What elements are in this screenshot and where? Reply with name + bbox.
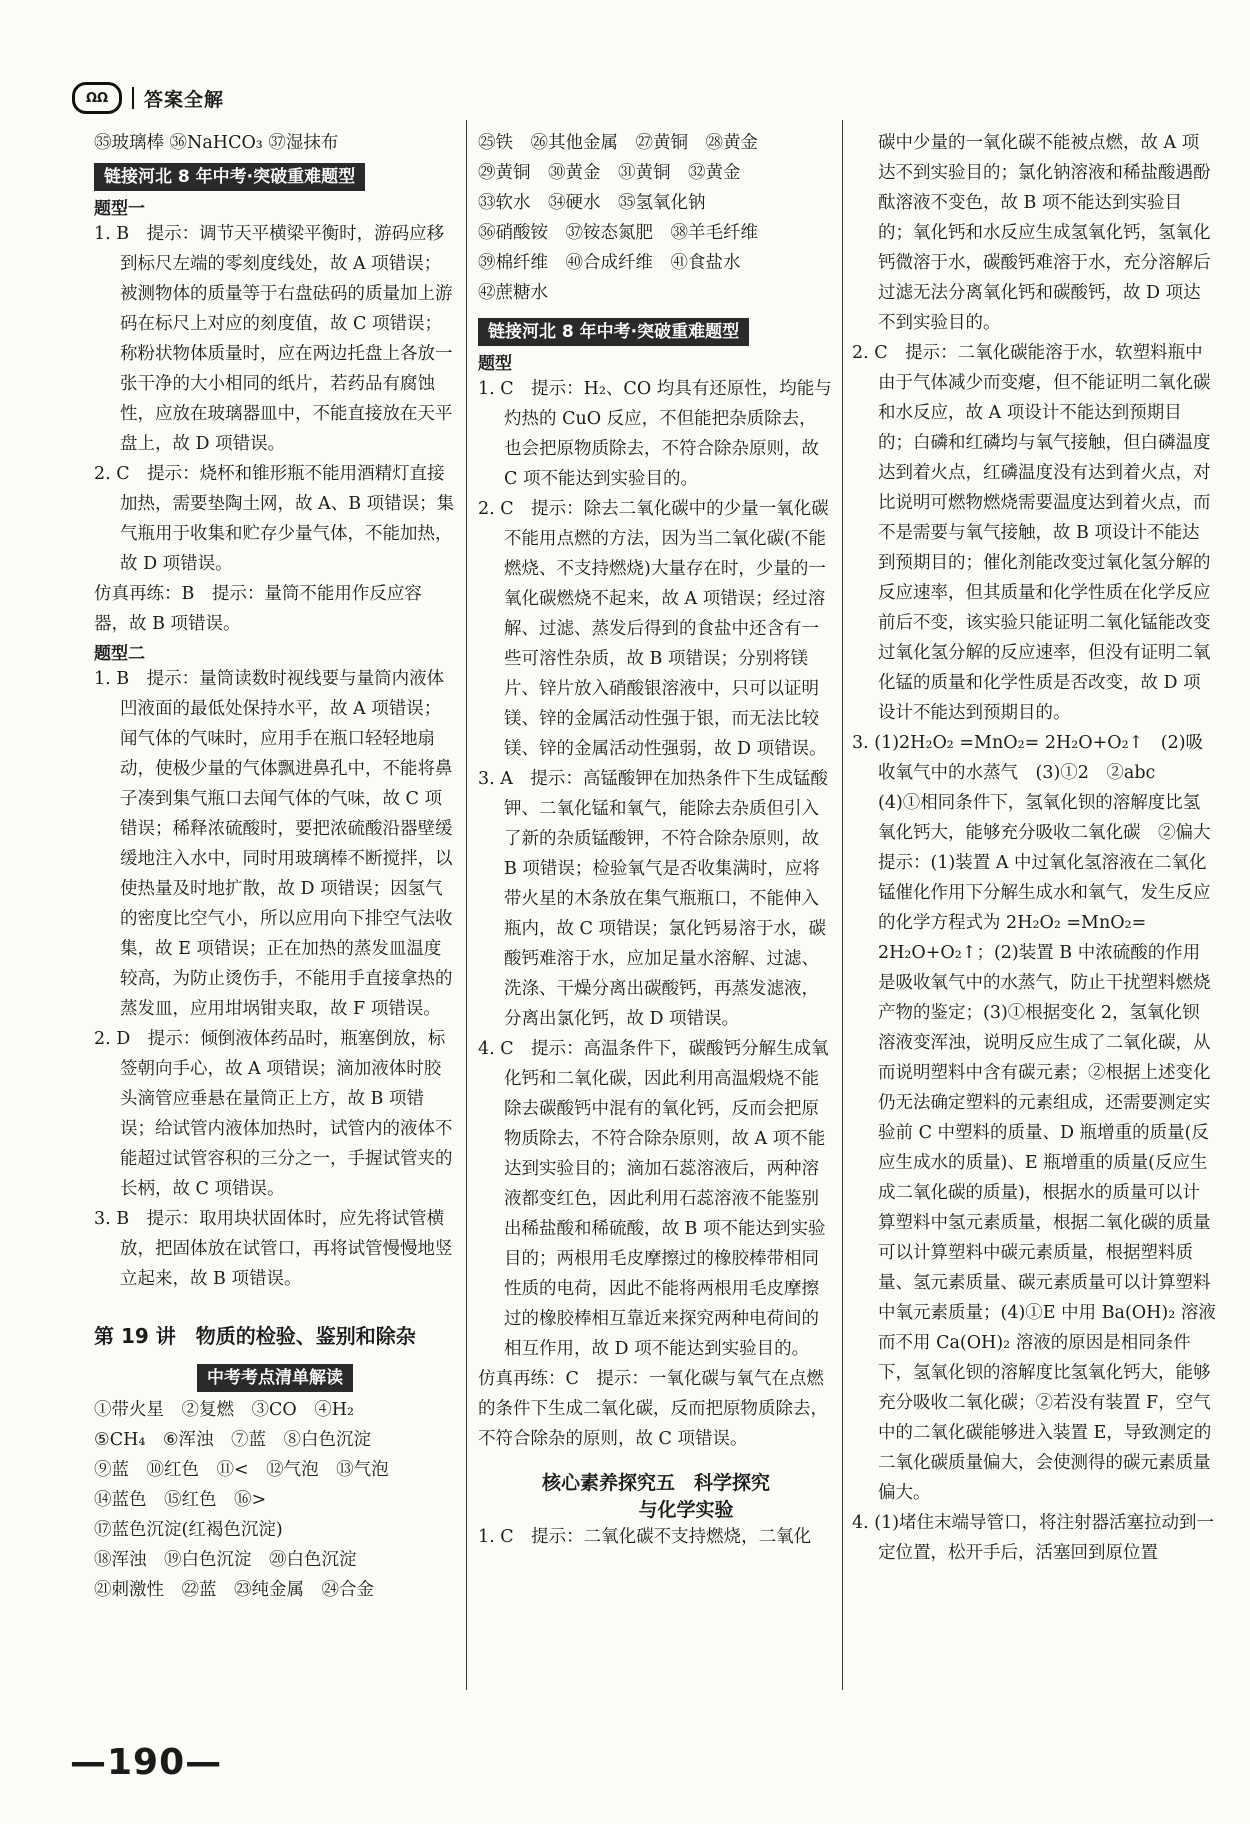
answer-item: 1. B 提示：量筒读数时视线要与量筒内液体凹液面的最低处保持水平，故 A 项错误；闻气体的气味时，应用手在瓶口轻轻地扇动，使极少量的气体飘进鼻孔中，不能将鼻子凑到集气瓶口去闻气体的气味，故 C 项错误；稀释浓硫酸时，要把浓硫酸沿器壁缓缓地注入水中，同时用玻璃棒不断搅拌，以使热量及时地扩散，故 D 项错误；因氢气的密度比空气小，所以应用向下排空气法收集，故 E 项错误；正在加热的蒸发皿温度较高，为防止烫伤手，不能用手直接拿热的蒸发皿，应用坩埚钳夹取，故 F 项错误。 [94,669,453,1019]
term-line: ⑤CH₄ ⑥浑浊 ⑦蓝 ⑧白色沉淀 [94,1430,372,1450]
answer-item: 3. A 提示：高锰酸钾在加热条件下生成锰酸钾、二氧化锰和氧气，能除去杂质但引入了新的杂质锰酸钾，不符合除杂原则，故 B 项错误；检验氧气是否收集满时，应将带火星的木条放在集气瓶瓶口，不能伸入瓶内，故 C 项错误；氯化钙易溶于水，碳酸钙难溶于水，应加足量水溶解、过滤、洗涤、干燥分离出碳酸钙，再蒸发滤液，分离出氯化钙，故 D 项错误。 [478,769,828,1029]
column-right [852,128,1216,1568]
term-line: ①带火星 ②复燃 ③CO ④H₂ [94,1400,355,1420]
brand-logo-icon: ΩΩ [72,82,122,114]
answer-item: 3. (1)2H₂O₂ =MnO₂= 2H₂O+O₂↑ (2)吸收氧气中的水蒸气 (3)①2 ②abc [852,733,1204,783]
term-line: ⑱浑浊 ⑲白色沉淀 ⑳白色沉淀 [94,1550,357,1570]
answer-continuation: 碳中少量的一氧化碳不能被点燃，故 A 项达不到实验目的；氯化钠溶液和稀盐酸遇酚酞溶液不变色，故 B 项不能达到实验目的；氧化钙和水反应生成氢氧化钙，氢氧化钙微溶于水，碳酸钙难溶于水，充分溶解后过滤无法分离氧化钙和碳酸钙，故 D 项达不到实验目的。 [878,133,1211,333]
practice-item: 仿真再练：C 提示：一氧化碳与氧气在点燃的条件下生成二氧化碳，反而把原物质除去，不符合除杂的原则，故 C 项错误。 [478,1369,828,1449]
answer-hint: 提示：(1)装置 A 中过氧化氢溶液在二氧化锰催化作用下分解生成水和氧气，发生反应的化学方程式为 2H₂O₂ =MnO₂= 2H₂O+O₂↑；(2)装置 B 中浓硫酸的作用是吸收氧气中的水蒸气，防止干扰塑料燃烧产物的鉴定；(3)①根据变化 2，氢氧化钡溶液变浑浊，说明反应生成了二氧化碳，从而说明塑料中含有碳元素；②根据上述变化仍无法确定塑料的元素组成，还需要测定实验前 C 中塑料的质量、D 瓶增重的质量(反应生成水的质量)、E 瓶增重的质量(反应生成二氧化碳的质量)，根据水的质量可以计算塑料中氢元素质量，根据二氧化碳的质量可以计算塑料中碳元素质量，根据塑料质量、氢元素质量、碳元素质量可以计算塑料中氧元素质量；(4)①E 中用 Ba(OH)₂ 溶液而不用 Ca(OH)₂ 溶液的原因是相同条件下，氢氧化钡的溶解度比氢氧化钙大，能够充分吸收二氧化碳；②若没有装置 F，空气中的二氧化碳能够进入装置 E，导致测定的二氧化碳质量偏大，会使测得的碳元素质量偏大。 [878,853,1216,1503]
header-title: 答案全解 [144,88,225,111]
question-type-label: 题型一 [94,199,145,219]
question-type-label: 题型 [478,354,512,374]
term-line: ㊱硝酸铵 ㊲铵态氮肥 ㊳羊毛纤维 [478,223,758,243]
term-line: ⑨蓝 ⑩红色 ⑪< ⑫气泡 ⑬气泡 [94,1460,389,1480]
core-section-title: 核心素养探究五 科学探究 [541,1472,770,1494]
column-middle [478,128,834,1552]
practice-item: 仿真再练：B 提示：量筒不能用作反应容器，故 B 项错误。 [94,584,422,634]
answer-item: 1. C 提示：H₂、CO 均具有还原性，均能与灼热的 CuO 反应，不但能把杂质除去，也会把原物质除去，不符合除杂原则，故 C 项不能达到实验目的。 [478,379,832,489]
column-left [94,128,456,1605]
answer-item: 1. C 提示：二氧化碳不支持燃烧，二氧化 [478,1527,812,1547]
answer-item: 2. C 提示：烧杯和锥形瓶不能用酒精灯直接加热，需要垫陶土网，故 A、B 项错误；集气瓶用于收集和贮存少量气体，不能加热，故 D 项错误。 [94,464,455,574]
answer-item: 2. C 提示：二氧化碳能溶于水，软塑料瓶中由于气体减少而变瘪，但不能证明二氧化碳和水反应，故 A 项设计不能达到预期目的；白磷和红磷均与氧气接触，但白磷温度达到着火点，红磷温度没有达到着火点，对比说明可燃物燃烧需要温度达到着火点，而不是需要与氧气接触，故 B 项设计不能达到预期目的；催化剂能改变过氧化氢分解的反应速率，但其质量和化学性质在化学反应前后不变，该实验只能证明二氧化锰能改变过氧化氢分解的反应速率，但没有证明二氧化锰的质量和化学性质是否改变，故 D 项设计不能达到预期目的。 [852,343,1211,723]
answer-item: 4. (1)堵住末端导管口，将注射器活塞拉动到一定位置，松开手后，活塞回到原位置 [852,1513,1215,1563]
answer-subitem: (4)①相同条件下，氢氧化钡的溶解度比氢氧化钙大，能够充分吸收二氧化碳 ②偏大 [878,793,1211,843]
lecture-title: 第 19 讲 物质的检验、鉴别和除杂 [94,1324,416,1348]
term-line: ⑭蓝色 ⑮红色 ⑯> [94,1490,267,1510]
term-line: ㉑刺激性 ㉒蓝 ㉓纯金属 ㉔合金 [94,1580,374,1600]
term-line: ㊴棉纤维 ㊵合成纤维 ㊶食盐水 [478,253,741,273]
page-header [72,80,224,116]
answer-item: 1. B 提示：调节天平横梁平衡时，游码应移到标尺左端的零刻度线处，故 A 项错误；被测物体的质量等于右盘砝码的质量加上游码在标尺上对应的刻度值，故 C 项错误；称粉状物体质量时，应在两边托盘上各放一张干净的大小相同的纸片，若药品有腐蚀性，应放在玻璃器皿中，不能直接放在天平盘上，故 D 项错误。 [94,224,453,454]
header-divider [132,87,134,109]
term-line: ㊷蔗糖水 [478,283,548,303]
page-number: —190— [70,1742,223,1783]
section-bar: 中考考点清单解读 [197,1364,353,1392]
answer-item: 3. B 提示：取用块状固体时，应先将试管横放，把固体放在试管口，再将试管慢慢地竖立起来，故 B 项错误。 [94,1209,453,1289]
section-bar: 链接河北 8 年中考·突破重难题型 [94,163,365,191]
question-type-label: 题型二 [94,644,145,664]
column-divider [842,120,843,1690]
answer-item: 2. D 提示：倾倒液体药品时，瓶塞倒放，标签朝向手心，故 A 项错误；滴加液体时胶头滴管应垂悬在量筒正上方，故 B 项错误；给试管内液体加热时，试管内的液体不能超过试管容积的三分之一，手握试管夹的长柄，故 C 项错误。 [94,1029,453,1199]
term-line: ㉙黄铜 ㉚黄金 ㉛黄铜 ㉜黄金 [478,163,741,183]
term-line: ⑰蓝色沉淀(红褐色沉淀) [94,1520,283,1540]
term-line: ㉝软水 ㉞硬水 ㉟氢氧化钠 [478,193,706,213]
answer-item: 4. C 提示：高温条件下，碳酸钙分解生成氧化钙和二氧化碳，因此利用高温煅烧不能除去碳酸钙中混有的氧化钙，反而会把原物质除去，不符合除杂原则，故 A 项不能达到实验目的；滴加石蕊溶液后，两种溶液都变红色，因此利用石蕊溶液不能鉴别出稀盐酸和稀硫酸，故 B 项不能达到实验目的；两根用毛皮摩擦过的橡胶棒带相同性质的电荷，因此不能将两根用毛皮摩擦过的橡胶棒相互靠近来探究两种电荷间的相互作用，故 D 项不能达到实验目的。 [478,1039,829,1359]
column-divider [466,120,467,1690]
core-section-subtitle: 与化学实验 [638,1499,734,1521]
answer-item: 2. C 提示：除去二氧化碳中的少量一氧化碳不能用点燃的方法，因为当二氧化碳(不能燃烧、不支持燃烧)大量存在时，少量的一氧化碳燃烧不起来，故 A 项错误；经过溶解、过滤、蒸发后得到的食盐中还含有一些可溶性杂质，故 B 项错误；分别将镁片、锌片放入硝酸银溶液中，只可以证明镁、锌的金属活动性强于银，而无法比较镁、锌的金属活动性强弱，故 D 项错误。 [478,499,829,759]
term-line: ㉕铁 ㉖其他金属 ㉗黄铜 ㉘黄金 [478,133,758,153]
answer-terms: ㉟玻璃棒 ㊱NaHCO₃ ㊲湿抹布 [94,133,339,153]
section-bar: 链接河北 8 年中考·突破重难题型 [478,318,749,346]
